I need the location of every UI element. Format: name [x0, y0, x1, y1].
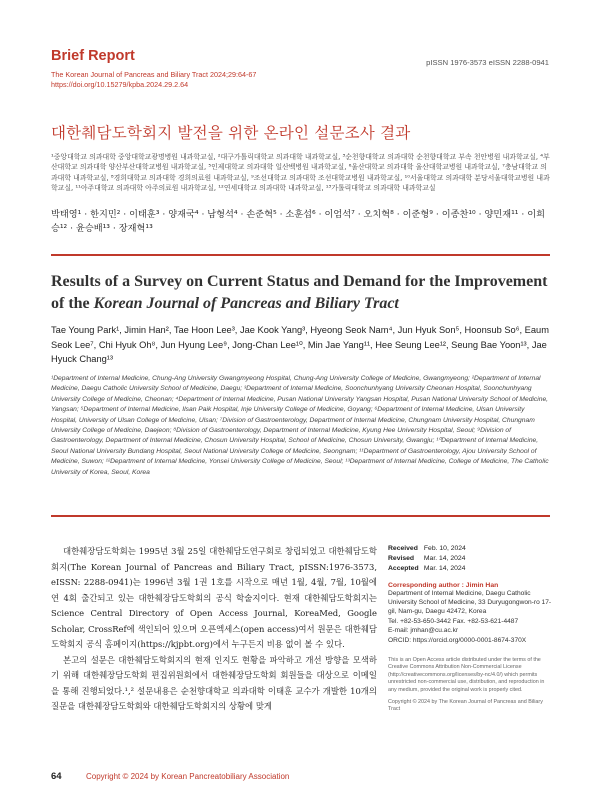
sidebar-copyright: Copyright © 2024 by The Korean Journal of Pancreas and Biliary Tract — [388, 699, 543, 713]
corresponding-author-label: Corresponding author : Jimin Han — [388, 581, 499, 589]
english-title — [51, 271, 551, 315]
section-divider-2 — [51, 515, 550, 517]
journal-citation: The Korean Journal of Pancreas and Biliary Tract 2024;29:64-67 — [51, 70, 257, 79]
article-sidebar — [388, 544, 553, 714]
revised-date: Mar. 14, 2024 — [423, 555, 466, 563]
body-paragraph-2: 본고의 설문은 대한췌담도학회지의 현재 인지도 현황을 파악하고 개선 방향을 모색하기 위해 대한췌장담도학회 편집위원회에서 대한췌장담도학회 회원들을 대상으로 이메일을 통해 진행되었다.¹,² 설문내용은 순천향대학교 의과대학 이태훈 교수가 개발한 10개의 질문을 대한췌장담도학회와 대한췌담도학회지의 상황에 맞게 — [51, 654, 377, 711]
corresponding-phone: Tel. +82-53-650-3442 Fax. +82-53-621-4487 — [388, 617, 519, 625]
license-notice: This is an Open Access article distributed under the terms of the Creative Commons Attribution Non-Commercial License (http://creativecommons.org/licenses/by-nc/4.0/) which permits unrestricted non-commercial use, distribution, and reproduction in any medium, provided the original work is properly cited. — [388, 657, 545, 693]
english-authors: Tae Young Park¹, Jimin Han², Tae Hoon Lee³, Jae Kook Yang³, Hyeong Seok Nam⁴, Jun Hyuk Son⁵, Hoonsub So⁶, Eaum Seok Lee⁷, Chi Hyuk Oh⁸, Jun Hyung Lee⁹, Jong-Chan Lee¹⁰, Min Jae Yang¹¹, Hee Seung Lee¹², Seung Bae Yoon¹³, Jae Hyuck Chang¹³ — [51, 325, 549, 364]
received-date: Feb. 10, 2024 — [423, 545, 466, 552]
corresponding-address: Department of Internal Medicine, Daegu Catholic University School of Medicine, 33 Duryugongwon-ro 17-gil, Nam-gu, Daegu 42472, Korea — [388, 589, 552, 616]
doi-link[interactable]: https://doi.org/10.15279/kpba.2024.29.2.64 — [51, 80, 189, 89]
page-number: 64 — [51, 771, 62, 782]
body-text — [51, 544, 377, 715]
corresponding-orcid[interactable]: ORCID: https://orcid.org/0000-0001-8674-370X — [388, 636, 527, 644]
corresponding-email[interactable]: E-mail: jmhan@cu.ac.kr — [388, 627, 459, 635]
english-title-journal: Korean Journal of Pancreas and Biliary Tract — [93, 295, 399, 312]
korean-affiliations: ¹중앙대학교 의과대학 중앙대학교광명병원 내과학교실, ²대구가톨릭대학교 의과대학 내과학교실, ³순천향대학교 의과대학 순천향대학교 부속 천안병원 내과학교실, ⁴부산대학교 의과대학 양산부산대학교병원 내과학교실, ⁵인제대학교 의과대학 일산백병원 내과학교실, ⁶울산대학교 의과대학 울산대학교병원 내과학교실, ⁷충남대학교 의과대학 내과학교실, ⁸경희대학교 의과대학 경희의료원 내과학교실, ⁹조선대학교 의과대학 조선대학교병원 내과학교실, ¹⁰서울대학교 의과대학 분당서울대학교병원 내과학교실, ¹¹아주대학교 의과대학 아주의료원 내과학교실, ¹²연세대학교 의과대학 내과학교실, ¹³가톨릭대학교 의과대학 내과학교실 — [51, 153, 550, 192]
section-divider — [51, 254, 550, 256]
accepted-label: Accepted — [388, 565, 419, 573]
korean-authors: 박태영¹ · 한지민² · 이태훈³ · 양재국⁴ · 남형석⁴ · 손준혁⁵ · 소훈섭⁶ · 이엄석⁷ · 오치혁⁸ · 이준형⁹ · 이종찬¹⁰ · 양민재¹¹ · 이희승¹² · 윤승배¹³ · 장재혁¹³ — [51, 209, 545, 234]
revised-label: Revised — [388, 555, 415, 563]
accepted-date: Mar. 14, 2024 — [423, 565, 466, 573]
article-dates — [388, 544, 553, 575]
english-title-main: Results of a Survey on Current Status and Demand for the Improvement of the — [51, 273, 548, 312]
received-label: Received — [388, 545, 418, 552]
issn-numbers: pISSN 1976-3573 eISSN 2288-0941 — [426, 58, 549, 67]
english-affiliations: ¹Department of Internal Medicine, Chung-Ang University Gwangmyeong Hospital, Chung-Ang University College of Medicine, Gwangmyeong; ²Department of Internal Medicine, Daegu Catholic University School of Medicine, Daegu; ³Department of Internal Medicine, Soonchunhyang University Cheonan Hospital, Soonchunhyang University College of Medicine, Cheonan; ⁴Department of Internal Medicine, Pusan National University Yangsan Hospital, Pusan National University School of Medicine, Yangsan; ⁵Department of Internal Medicine, Ilsan Paik Hospital, Inje University College of Medicine, Goyang; ⁶Department of Internal Medicine, Ulsan University Hospital, University of Ulsan College of Medicine, Ulsan; ⁷Division of Gastroenterology, Department of Internal Medicine, Chungnam University Hospital, Chungnam University College of Medicine, Daejeon; ⁸Division of Gastroenterology, Department of Internal Medicine, Kyung Hee University Hospital, Seoul; ⁹Division of Gastroenterology, Department of Internal Medicine, Chosun University Hospital, School of Medicine, Chosun University, Gwangju; ¹⁰Department of Internal Medicine, Seoul National University Bundang Hospital, Seoul National University College of Medicine, Seongnam; ¹¹Department of Gastroenterology, Ajou University School of Medicine, Suwon; ¹²Department of Internal Medicine, Yonsei University College of Medicine, Seoul; ¹³Department of Internal Medicine, College of Medicine, The Catholic University of Korea, Seoul, Korea — [51, 375, 549, 476]
article-type-label: Brief Report — [51, 48, 135, 64]
footer-copyright: Copyright © 2024 by Korean Pancreatobiliary Association — [86, 772, 290, 781]
korean-title: 대한췌담도학회지 발전을 위한 온라인 설문조사 결과 — [51, 124, 411, 142]
body-paragraph-1: 대한췌장담도학회는 1995년 3월 25일 대한췌담도연구회로 창립되었고 대한췌담도학회지(The Korean Journal of Pancreas and Biliary Tract, pISSN:1976-3573, eISSN: 2288-0941)는 1996년 3월 1권 1호를 시작으로 매년 1월, 4월, 7월, 10월에 연 4회 출간되고 있는 대한췌장담도학회의 공식 학술지이다. 현재 대한췌담도학회지는 Science Central Directory of Open Access Journal, KoreaMed, Google Scholar, CrossRef에 색인되어 있으며 오픈엑세스(open access)여서 원문은 대한췌담도학회지 공식 홈페이지(https://kjpbt.org)에서 누구든지 비용 없이 볼 수 있다. — [51, 546, 377, 649]
